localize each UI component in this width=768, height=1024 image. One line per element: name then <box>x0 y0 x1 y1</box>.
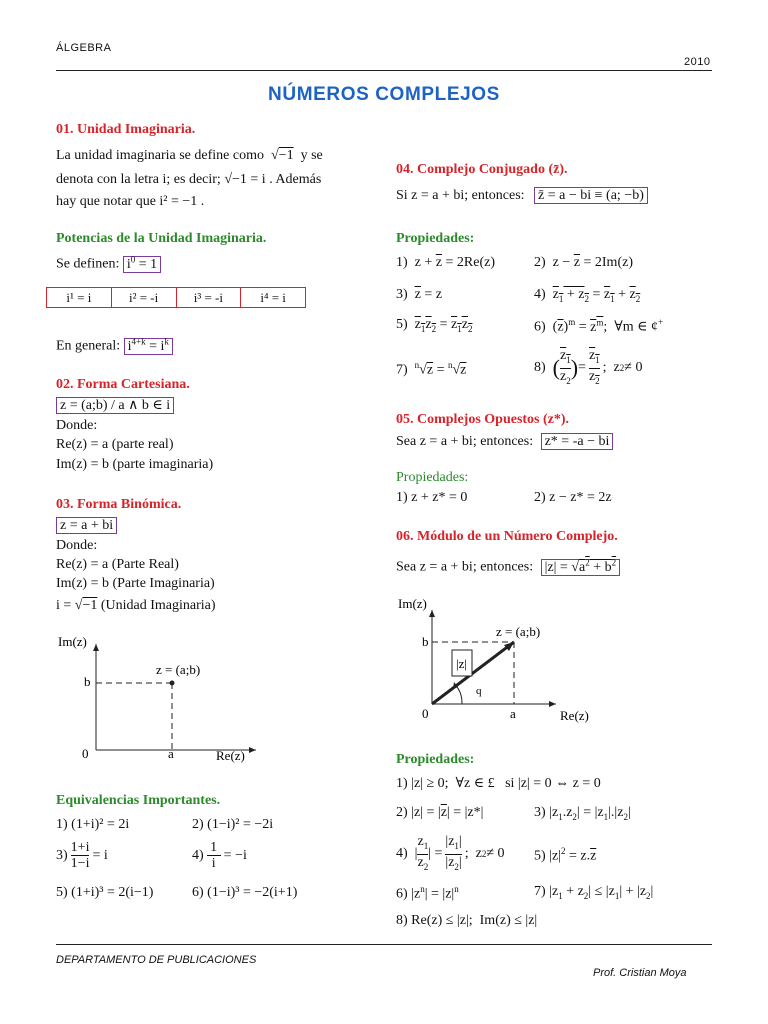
section-04-heading: 04. Complejo Conjugado (z̄). <box>396 162 568 177</box>
opp-prop-1: 1) z + z* = 0 <box>396 490 468 505</box>
graph2-re-label: Re(z) <box>560 708 589 723</box>
equiv-4: 4) <box>192 848 204 863</box>
s05-props-heading: Propiedades: <box>396 470 469 485</box>
s01-line2-wrap <box>56 170 321 189</box>
conj-prop-5: 5) $z_1z_2 = z_1z_2$ <box>396 317 473 334</box>
opp-prop-2: 2) z − z* = 2z <box>534 490 612 505</box>
equiv-5: 5) (1+i)³ = 2(i−1) <box>56 885 154 900</box>
graph1-re-label: Re(z) <box>216 748 245 763</box>
section-06-heading: 06. Módulo de un Número Complejo. <box>396 529 618 544</box>
general-power-box: $i^{4+k} = i^k$ <box>124 338 173 355</box>
s05-lead-wrap <box>396 432 613 451</box>
powers-table <box>46 287 306 308</box>
conj-prop-2: 2) $z - \overline{z} = 2Im(z)$ <box>534 255 633 270</box>
mod-prop-5: 5) $|z|^2 = z.\overline{z}$ <box>534 846 597 864</box>
s03-unit: (Unidad Imaginaria) <box>100 598 216 613</box>
sqrt-minus-one: √−1 <box>267 148 294 163</box>
graph1-zero: 0 <box>82 746 89 761</box>
mod-prop-6: 6) $|z^n| = |z|^n$ <box>396 884 459 902</box>
header-subject: ÁLGEBRA <box>56 42 112 54</box>
equals-minus-i: = −i <box>223 848 247 863</box>
equals-i: = i <box>92 848 108 863</box>
s02-donde: Donde: <box>56 418 98 433</box>
s02-eq-wrap <box>56 396 174 415</box>
s03-eq-wrap <box>56 516 117 535</box>
equiv-2: 2) (1−i)² = −2i <box>192 817 274 832</box>
footer-department: DEPARTAMENTO DE PUBLICACIONES <box>56 954 257 966</box>
mod-prop-3: 3) $|z_1.z_2| = |z_1|.|z_2|$ <box>534 805 631 822</box>
powers-general-wrap <box>56 332 173 356</box>
powers-heading: Potencias de la Unidad Imaginaria. <box>56 231 267 246</box>
page-title: NÚMEROS COMPLEJOS <box>268 84 500 105</box>
s03-donde: Donde: <box>56 538 98 553</box>
mod-prop-1: 1) |z| ≥ 0; ∀z ∈ £ si |z| = 0 ⇔ z = 0 <box>396 776 601 791</box>
s04-props-heading: Propiedades: <box>396 231 475 246</box>
header-rule <box>56 70 712 71</box>
mod-prop-4: 4) | $z_1$ $z_2$ | = $|z_1|$ $|z_2|$ ; z 2 ≠ 0 <box>396 834 505 872</box>
conj-prop-7: 7) $^n$√z = $^n$√z <box>396 360 467 378</box>
i0-box: $i^0 = 1$ <box>123 256 161 273</box>
header-year: 2010 <box>684 56 711 68</box>
power-cell: i⁴ = i <box>260 289 286 305</box>
s06-lead-wrap <box>396 553 620 577</box>
s03-unit-wrap <box>56 596 216 615</box>
frac-1pi-1mi: $\frac{1+i}{1-i}$ <box>70 840 90 871</box>
s01-line2: denota con la letra i; es decir; <box>56 172 221 187</box>
equiv-3: 3) <box>56 848 68 863</box>
section-05-heading: 05. Complejos Opuestos (z*). <box>396 412 570 427</box>
graph2-point: z = (a;b) <box>496 624 541 639</box>
s05-eq: z* = -a − bi <box>541 433 614 450</box>
section-02-heading: 02. Forma Cartesiana. <box>56 377 190 392</box>
i-equals-sqrt: i = √−1 <box>56 598 98 613</box>
s04-eq: z̄ = a − bi ≡ (a; −b) <box>534 187 648 204</box>
section-01-heading: 01. Unidad Imaginaria. <box>56 122 196 137</box>
graph1-b: b <box>84 674 91 689</box>
s02-re: Re(z) = a (parte real) <box>56 437 174 452</box>
s03-eq: z = a + bi <box>56 517 117 534</box>
mod-prop-2: 2) $|z| = |\overline{z}| = |z*|$ <box>396 805 484 820</box>
graph2-zero: 0 <box>422 706 429 721</box>
s04-lead-wrap <box>396 186 648 205</box>
conj-prop-4: 4) $z_1 + z_2 = z_1 + z_2$ <box>534 287 641 304</box>
s02-im: Im(z) = b (parte imaginaria) <box>56 457 214 472</box>
graph2-mod: |z| <box>456 656 467 671</box>
s02-eq: z = (a;b) / a ∧ b ∈ i <box>56 397 174 414</box>
powers-define: Se definen: <box>56 256 120 272</box>
modulus-graph <box>396 594 596 734</box>
mod-prop-8: 8) Re(z) ≤ |z|; Im(z) ≤ |z| <box>396 913 538 928</box>
conj-prop-3: 3) z = z <box>396 287 442 302</box>
equiv-1: 1) (1+i)² = 2i <box>56 817 130 832</box>
power-cell: i² = -i <box>112 288 177 307</box>
footer-professor: Prof. Cristian Moya <box>593 967 687 979</box>
equiv-3-wrap <box>56 840 108 871</box>
power-cell: i³ = -i <box>177 288 242 307</box>
graph1-a: a <box>168 746 174 761</box>
s01-line3: hay que notar que i² = −1 . <box>56 194 205 209</box>
s06-props-heading: Propiedades: <box>396 752 475 767</box>
s05-lead: Sea z = a + bi; entonces: <box>396 434 534 449</box>
graph1-im-label: Im(z) <box>58 634 87 649</box>
power-cell: i¹ = i <box>47 288 112 307</box>
section-03-heading: 03. Forma Binómica. <box>56 497 182 512</box>
s03-im: Im(z) = b (Parte Imaginaria) <box>56 576 215 591</box>
powers-define-wrap <box>56 250 161 274</box>
conj-prop-1: 1) $z + \overline{z} = 2Re(z)$ <box>396 255 495 270</box>
mod-prop-7: 7) $|z_1 + z_2| \le |z_1| + |z_2|$ <box>534 884 654 901</box>
equiv-4-wrap <box>192 840 247 871</box>
graph2-im-label: Im(z) <box>398 596 427 611</box>
cartesian-graph <box>56 632 276 772</box>
s06-lead: Sea z = a + bi; entonces: <box>396 559 534 575</box>
graph2-a: a <box>510 706 516 721</box>
graph2-b: b <box>422 634 429 649</box>
s01-line2eq: √−1 = i . Además <box>224 172 322 187</box>
s04-lead: Si z = a + bi; entonces: <box>396 188 525 203</box>
equiv-6: 6) (1−i)³ = −2(i+1) <box>192 885 298 900</box>
graph2-angle: q <box>476 685 482 697</box>
s03-re: Re(z) = a (Parte Real) <box>56 557 179 572</box>
s01-line1b: y se <box>300 148 323 163</box>
conj-prop-8: 8) ( $z_1$ $z_2$ ) = $z_1$ $z_2$ ; z 2 ≠ 0 <box>534 348 643 386</box>
powers-general: En general: <box>56 338 121 354</box>
s01-line1a: La unidad imaginaria se define como <box>56 148 264 163</box>
frac-1-i: $\frac{1}{i}$ <box>206 840 221 871</box>
modulus-box: $|z| = √a^2 + b^2$ <box>541 559 621 576</box>
graph1-point: z = (a;b) <box>156 662 201 677</box>
footer-rule <box>56 944 712 945</box>
section-01-body <box>56 146 372 165</box>
conj-prop-6: 6) $(\overline{z})^m = z^m$; ∀m ∈ ¢+ <box>534 317 664 335</box>
equiv-heading: Equivalencias Importantes. <box>56 793 221 808</box>
